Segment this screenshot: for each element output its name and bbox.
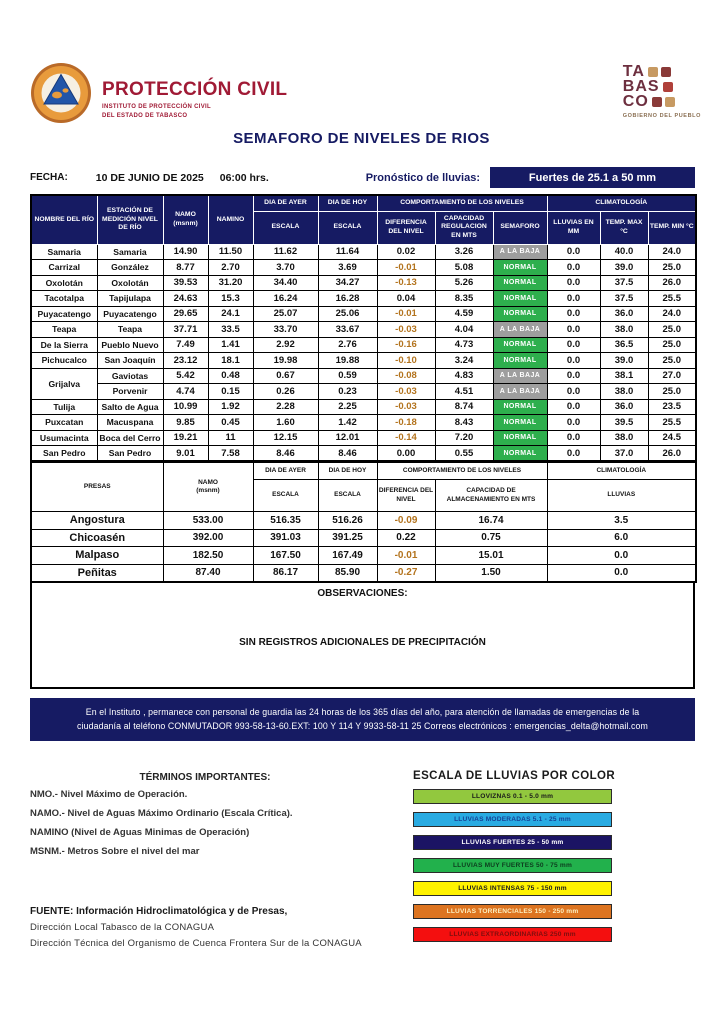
cell-namino: 7.58 xyxy=(208,446,253,462)
cell-temp-max: 37.0 xyxy=(600,446,648,462)
river-row xyxy=(31,353,696,369)
cell-diferencia: -0.03 xyxy=(377,322,435,338)
cell-temp-max: 36.5 xyxy=(600,337,648,353)
cell-lluvias: 0.0 xyxy=(547,430,600,446)
cell-presa-ayer: 167.50 xyxy=(253,547,318,565)
cell-semaforo-badge: A LA BAJA xyxy=(493,244,547,260)
cell-river-name: Tulija xyxy=(31,399,97,415)
river-row xyxy=(31,368,696,384)
col-header-capacidad: CAPACIDAD REGULACION EN MTS xyxy=(435,211,493,244)
cell-hoy: 34.27 xyxy=(318,275,377,291)
group-header-presas-ayer: DIA DE AYER xyxy=(253,463,318,480)
cell-presa-name: Chicoasén xyxy=(31,529,163,547)
cell-diferencia: -0.01 xyxy=(377,260,435,276)
rain-scale-title: ESCALA DE LLUVIAS POR COLOR xyxy=(413,770,616,782)
tabasco-line-1: TA xyxy=(622,63,645,80)
cell-temp-max: 39.5 xyxy=(600,415,648,431)
river-row xyxy=(31,384,696,400)
river-row xyxy=(31,430,696,446)
cell-semaforo-badge: NORMAL xyxy=(493,260,547,276)
group-header-hoy: DIA DE HOY xyxy=(318,195,377,211)
cell-river-name: Pichucalco xyxy=(31,353,97,369)
cell-namo: 29.65 xyxy=(163,306,208,322)
cell-hoy: 8.46 xyxy=(318,446,377,462)
cell-station-name: Macuspana xyxy=(97,415,163,431)
col-header-presas-lluvias: LLUVIAS xyxy=(547,480,696,512)
cell-temp-min: 25.0 xyxy=(648,384,696,400)
cell-lluvias: 0.0 xyxy=(547,399,600,415)
cell-temp-min: 26.0 xyxy=(648,275,696,291)
col-header-rio: NOMBRE DEL RÍO xyxy=(31,195,97,244)
cell-diferencia: -0.01 xyxy=(377,306,435,322)
cell-lluvias: 0.0 xyxy=(547,291,600,307)
cell-lluvias: 0.0 xyxy=(547,306,600,322)
cell-presa-diferencia: 0.22 xyxy=(377,529,435,547)
cell-semaforo-badge: A LA BAJA xyxy=(493,384,547,400)
cell-station-name: Gaviotas xyxy=(97,368,163,384)
cell-station-name: Puyacatengo xyxy=(97,306,163,322)
fuente-title: FUENTE: Información Hidroclimatológica y de Presas, xyxy=(30,906,288,917)
org-subtitle-line1: INSTITUTO DE PROTECCIÓN CIVIL xyxy=(102,104,211,111)
cell-river-name: Tacotalpa xyxy=(31,291,97,307)
river-row xyxy=(31,399,696,415)
cell-station-name: Samaria xyxy=(97,244,163,260)
cell-semaforo-badge: NORMAL xyxy=(493,415,547,431)
cell-hoy: 2.76 xyxy=(318,337,377,353)
tabasco-glyph-icon xyxy=(663,82,673,92)
river-row xyxy=(31,275,696,291)
termino-item: NMO.- Nivel Máximo de Operación. xyxy=(30,789,188,800)
col-header-semaforo: SEMAFORO xyxy=(493,211,547,244)
fuente-line-1: Dirección Local Tabasco de la CONAGUA xyxy=(30,922,215,933)
termino-item: MSNM.- Metros Sobre el nivel del mar xyxy=(30,846,200,857)
cell-temp-min: 25.0 xyxy=(648,353,696,369)
cell-presa-namo: 533.00 xyxy=(163,512,253,530)
col-header-presas-diferencia: DIFERENCIA DEL NIVEL xyxy=(377,480,435,512)
col-header-escala-ayer: ESCALA xyxy=(253,211,318,244)
fecha-value: 10 DE JUNIO DE 2025 xyxy=(95,171,204,184)
cell-hoy: 16.28 xyxy=(318,291,377,307)
cell-temp-max: 39.0 xyxy=(600,353,648,369)
cell-semaforo-badge: A LA BAJA xyxy=(493,322,547,338)
cell-capacidad: 4.51 xyxy=(435,384,493,400)
observaciones-text: SIN REGISTROS ADICIONALES DE PRECIPITACIÓN xyxy=(239,636,486,648)
cell-capacidad: 3.24 xyxy=(435,353,493,369)
cell-presa-name: Malpaso xyxy=(31,547,163,565)
cell-temp-min: 25.5 xyxy=(648,415,696,431)
cell-temp-min: 27.0 xyxy=(648,368,696,384)
rain-scale-bar: LLUVIAS EXTRAORDINARIAS 250 mm xyxy=(413,927,612,942)
cell-station-name: Teapa xyxy=(97,322,163,338)
cell-semaforo-badge: NORMAL xyxy=(493,446,547,462)
group-header-comportamiento: COMPORTAMIENTO DE LOS NIVELES xyxy=(377,195,547,211)
cell-namo: 10.99 xyxy=(163,399,208,415)
cell-namino: 11 xyxy=(208,430,253,446)
cell-river-name: Puxcatan xyxy=(31,415,97,431)
cell-temp-min: 24.0 xyxy=(648,244,696,260)
cell-ayer: 1.60 xyxy=(253,415,318,431)
cell-presa-diferencia: -0.09 xyxy=(377,512,435,530)
cell-namino: 0.48 xyxy=(208,368,253,384)
terminos-title: TÉRMINOS IMPORTANTES: xyxy=(139,772,271,783)
cell-semaforo-badge: A LA BAJA xyxy=(493,368,547,384)
cell-capacidad: 5.26 xyxy=(435,275,493,291)
cell-presa-namo: 182.50 xyxy=(163,547,253,565)
cell-hoy: 19.88 xyxy=(318,353,377,369)
cell-presa-namo: 392.00 xyxy=(163,529,253,547)
org-name: PROTECCIÓN CIVIL xyxy=(102,79,288,101)
cell-namo: 4.74 xyxy=(163,384,208,400)
cell-lluvias: 0.0 xyxy=(547,384,600,400)
tabasco-logo xyxy=(623,62,701,119)
cell-presa-name: Angostura xyxy=(31,512,163,530)
cell-namino: 31.20 xyxy=(208,275,253,291)
rain-scale-bar: LLUVIAS MODERADAS 5.1 - 25 mm xyxy=(413,812,612,827)
cell-presa-capacidad: 15.01 xyxy=(435,547,547,565)
cell-presa-diferencia: -0.01 xyxy=(377,547,435,565)
cell-lluvias: 0.0 xyxy=(547,244,600,260)
cell-temp-min: 25.0 xyxy=(648,260,696,276)
river-row xyxy=(31,322,696,338)
cell-river-name: San Pedro xyxy=(31,446,97,462)
cell-semaforo-badge: NORMAL xyxy=(493,430,547,446)
info-bar xyxy=(30,167,695,188)
tabasco-subtitle: GOBIERNO DEL PUEBLO xyxy=(622,112,701,119)
cell-lluvias: 0.0 xyxy=(547,368,600,384)
tabasco-glyph-icon xyxy=(661,67,671,77)
cell-presa-hoy: 516.26 xyxy=(318,512,377,530)
cell-ayer: 33.70 xyxy=(253,322,318,338)
cell-namino: 0.45 xyxy=(208,415,253,431)
presa-row xyxy=(31,547,696,565)
cell-river-name: Carrizal xyxy=(31,260,97,276)
cell-temp-max: 36.0 xyxy=(600,306,648,322)
col-header-presas-capacidad: CAPACIDAD DE ALMACENAMIENTO EN MTS xyxy=(435,480,547,512)
cell-namino: 33.5 xyxy=(208,322,253,338)
cell-hoy: 25.06 xyxy=(318,306,377,322)
presas-tbody xyxy=(31,512,696,582)
cell-namo: 23.12 xyxy=(163,353,208,369)
org-subtitle xyxy=(102,103,287,120)
col-header-diferencia: DIFERENCIA DEL NIVEL xyxy=(377,211,435,244)
cell-diferencia: 0.04 xyxy=(377,291,435,307)
cell-temp-max: 39.0 xyxy=(600,260,648,276)
cell-river-name: Teapa xyxy=(31,322,97,338)
cell-hoy: 0.23 xyxy=(318,384,377,400)
group-header-presas-climatologia: CLIMATOLOGÍA xyxy=(547,463,696,480)
cell-ayer: 25.07 xyxy=(253,306,318,322)
cell-capacidad: 4.04 xyxy=(435,322,493,338)
cell-diferencia: -0.08 xyxy=(377,368,435,384)
col-header-presas-namo: NAMO (msnm) xyxy=(163,463,253,512)
cell-ayer: 16.24 xyxy=(253,291,318,307)
cell-diferencia: -0.13 xyxy=(377,275,435,291)
cell-namo: 39.53 xyxy=(163,275,208,291)
col-header-presas-escala-hoy: ESCALA xyxy=(318,480,377,512)
cell-hoy: 0.59 xyxy=(318,368,377,384)
rivers-table xyxy=(30,194,697,462)
cell-temp-max: 38.0 xyxy=(600,384,648,400)
col-header-lluvias: LLUVIAS EN MM xyxy=(547,211,600,244)
cell-temp-min: 25.0 xyxy=(648,322,696,338)
cell-temp-min: 24.0 xyxy=(648,306,696,322)
cell-ayer: 34.40 xyxy=(253,275,318,291)
cell-presa-ayer: 86.17 xyxy=(253,564,318,582)
termino-item: NAMINO (Nivel de Aguas Minimas de Operación) xyxy=(30,827,250,838)
pronostico-label: Pronóstico de lluvias: xyxy=(365,171,480,184)
cell-diferencia: -0.14 xyxy=(377,430,435,446)
presa-row xyxy=(31,529,696,547)
cell-ayer: 19.98 xyxy=(253,353,318,369)
cell-temp-max: 37.5 xyxy=(600,291,648,307)
group-header-presas-hoy: DIA DE HOY xyxy=(318,463,377,480)
cell-namino: 11.50 xyxy=(208,244,253,260)
tabasco-line-2: BAS xyxy=(622,78,660,96)
cell-ayer: 3.70 xyxy=(253,260,318,276)
cell-namino: 15.3 xyxy=(208,291,253,307)
cell-capacidad: 8.35 xyxy=(435,291,493,307)
fuente-line-2: Dirección Técnica del Organismo de Cuenca Frontera Sur de la CONAGUA xyxy=(30,938,362,949)
presas-table-header xyxy=(31,463,696,512)
cell-capacidad: 0.55 xyxy=(435,446,493,462)
rain-scale-bar: LLUVIAS TORRENCIALES 150 - 250 mm xyxy=(413,904,612,919)
cell-capacidad: 7.20 xyxy=(435,430,493,446)
cell-temp-max: 40.0 xyxy=(600,244,648,260)
cell-lluvias: 0.0 xyxy=(547,275,600,291)
pronostico-badge: Fuertes de 25.1 a 50 mm xyxy=(490,167,695,188)
group-header-climatologia: CLIMATOLOGÍA xyxy=(547,195,696,211)
cell-temp-max: 38.0 xyxy=(600,430,648,446)
col-header-presas-escala-ayer: ESCALA xyxy=(253,480,318,512)
org-subtitle-line2: DEL ESTADO DE TABASCO xyxy=(102,113,188,119)
cell-river-name: Samaria xyxy=(31,244,97,260)
cell-hoy: 11.64 xyxy=(318,244,377,260)
col-header-presas: PRESAS xyxy=(31,463,163,512)
cell-ayer: 0.67 xyxy=(253,368,318,384)
cell-presa-namo: 87.40 xyxy=(163,564,253,582)
rivers-table-header xyxy=(31,195,696,244)
cell-hoy: 33.67 xyxy=(318,322,377,338)
cell-station-name: Tapijulapa xyxy=(97,291,163,307)
cell-capacidad: 8.43 xyxy=(435,415,493,431)
cell-river-name: Oxolotán xyxy=(31,275,97,291)
cell-diferencia: -0.03 xyxy=(377,384,435,400)
cell-station-name: Porvenir xyxy=(97,384,163,400)
cell-namino: 24.1 xyxy=(208,306,253,322)
river-row xyxy=(31,260,696,276)
cell-temp-max: 38.0 xyxy=(600,322,648,338)
cell-station-name: Pueblo Nuevo xyxy=(97,337,163,353)
cell-diferencia: 0.02 xyxy=(377,244,435,260)
cell-ayer: 11.62 xyxy=(253,244,318,260)
cell-namo: 19.21 xyxy=(163,430,208,446)
cell-river-name: Grijalva xyxy=(31,368,97,399)
col-header-namino: NAMINO xyxy=(208,195,253,244)
cell-namino: 2.70 xyxy=(208,260,253,276)
cell-presa-lluvias: 0.0 xyxy=(547,564,696,582)
cell-temp-min: 23.5 xyxy=(648,399,696,415)
river-row xyxy=(31,415,696,431)
cell-temp-max: 37.5 xyxy=(600,275,648,291)
fuente-section xyxy=(30,906,510,954)
terminos-section xyxy=(30,772,380,865)
cell-river-name: De la Sierra xyxy=(31,337,97,353)
observaciones-title: OBSERVACIONES: xyxy=(317,587,408,599)
cell-temp-max: 38.1 xyxy=(600,368,648,384)
cell-presa-hoy: 167.49 xyxy=(318,547,377,565)
cell-capacidad: 4.59 xyxy=(435,306,493,322)
page-title: SEMAFORO DE NIVELES DE RIOS xyxy=(233,130,490,147)
cell-lluvias: 0.0 xyxy=(547,415,600,431)
cell-hoy: 12.01 xyxy=(318,430,377,446)
col-header-temp-max: TEMP. MAX °C xyxy=(600,211,648,244)
cell-temp-max: 36.0 xyxy=(600,399,648,415)
cell-temp-min: 25.5 xyxy=(648,291,696,307)
contact-line-1: En el Instituto , permanece con personal de guardia las 24 horas de los 365 días del año, para atención de llamadas de emergencias de la xyxy=(85,706,640,717)
cell-semaforo-badge: NORMAL xyxy=(493,291,547,307)
cell-capacidad: 3.26 xyxy=(435,244,493,260)
cell-river-name: Puyacatengo xyxy=(31,306,97,322)
hora-value: 06:00 hrs. xyxy=(219,171,269,184)
cell-diferencia: 0.00 xyxy=(377,446,435,462)
cell-namino: 1.92 xyxy=(208,399,253,415)
cell-ayer: 2.92 xyxy=(253,337,318,353)
river-row xyxy=(31,446,696,462)
rivers-tbody xyxy=(31,244,696,461)
cell-ayer: 2.28 xyxy=(253,399,318,415)
cell-lluvias: 0.0 xyxy=(547,322,600,338)
proteccion-civil-emblem-icon xyxy=(30,62,92,124)
tabasco-wordmark xyxy=(623,64,701,110)
cell-presa-diferencia: -0.27 xyxy=(377,564,435,582)
col-header-namo: NAMO (msnm) xyxy=(163,195,208,244)
cell-namo: 5.42 xyxy=(163,368,208,384)
cell-station-name: González xyxy=(97,260,163,276)
cell-capacidad: 8.74 xyxy=(435,399,493,415)
cell-presa-ayer: 516.35 xyxy=(253,512,318,530)
observaciones-box xyxy=(30,583,695,689)
cell-presa-capacidad: 1.50 xyxy=(435,564,547,582)
rain-scale-bar: LLOVIZNAS 0.1 - 5.0 mm xyxy=(413,789,612,804)
cell-presa-capacidad: 16.74 xyxy=(435,512,547,530)
contact-line-2: ciudadanía al teléfono CONMUTADOR 993-58-13-60.EXT: 100 Y 114 Y 9933-58-11 25 Correos electrónicos : emergencias_delta@hotmail.com xyxy=(77,721,648,731)
cell-hoy: 2.25 xyxy=(318,399,377,415)
cell-diferencia: -0.16 xyxy=(377,337,435,353)
river-row xyxy=(31,306,696,322)
cell-capacidad: 4.73 xyxy=(435,337,493,353)
header xyxy=(30,62,701,124)
presa-row xyxy=(31,564,696,582)
cell-presa-capacidad: 0.75 xyxy=(435,529,547,547)
cell-ayer: 12.15 xyxy=(253,430,318,446)
cell-ayer: 0.26 xyxy=(253,384,318,400)
cell-temp-min: 25.0 xyxy=(648,337,696,353)
cell-presa-lluvias: 3.5 xyxy=(547,512,696,530)
proteccion-civil-logo xyxy=(30,62,287,124)
cell-semaforo-badge: NORMAL xyxy=(493,399,547,415)
cell-capacidad: 4.83 xyxy=(435,368,493,384)
cell-namino: 1.41 xyxy=(208,337,253,353)
presas-table xyxy=(30,462,697,583)
cell-namo: 24.63 xyxy=(163,291,208,307)
emergency-contact-band xyxy=(30,698,695,741)
cell-semaforo-badge: NORMAL xyxy=(493,337,547,353)
cell-namo: 9.85 xyxy=(163,415,208,431)
tabasco-glyph-icon xyxy=(665,97,675,107)
cell-presa-hoy: 391.25 xyxy=(318,529,377,547)
tabasco-glyph-icon xyxy=(652,97,662,107)
cell-station-name: Boca del Cerro xyxy=(97,430,163,446)
cell-namo: 37.71 xyxy=(163,322,208,338)
cell-namino: 0.15 xyxy=(208,384,253,400)
cell-lluvias: 0.0 xyxy=(547,260,600,276)
cell-namo: 7.49 xyxy=(163,337,208,353)
cell-hoy: 3.69 xyxy=(318,260,377,276)
cell-diferencia: -0.18 xyxy=(377,415,435,431)
cell-presa-lluvias: 0.0 xyxy=(547,547,696,565)
cell-river-name: Usumacinta xyxy=(31,430,97,446)
rain-scale-bar: LLUVIAS MUY FUERTES 50 - 75 mm xyxy=(413,858,612,873)
cell-capacidad: 5.08 xyxy=(435,260,493,276)
tabasco-line-3: CO xyxy=(622,93,649,111)
cell-diferencia: -0.03 xyxy=(377,399,435,415)
cell-diferencia: -0.10 xyxy=(377,353,435,369)
cell-presa-hoy: 85.90 xyxy=(318,564,377,582)
cell-namo: 14.90 xyxy=(163,244,208,260)
cell-lluvias: 0.0 xyxy=(547,353,600,369)
cell-station-name: Oxolotán xyxy=(97,275,163,291)
col-header-escala-hoy: ESCALA xyxy=(318,211,377,244)
cell-temp-min: 26.0 xyxy=(648,446,696,462)
cell-presa-name: Peñitas xyxy=(31,564,163,582)
cell-lluvias: 0.0 xyxy=(547,337,600,353)
cell-station-name: San Pedro xyxy=(97,446,163,462)
proteccion-civil-text xyxy=(102,65,287,120)
termino-item: NAMO.- Nivel de Aguas Máximo Ordinario (Escala Crítica). xyxy=(30,808,293,819)
tabasco-glyph-icon xyxy=(648,67,658,77)
col-header-estacion: ESTACIÓN DE MEDICIÓN NIVEL DE RÍO xyxy=(97,195,163,244)
cell-semaforo-badge: NORMAL xyxy=(493,306,547,322)
cell-station-name: Salto de Agua xyxy=(97,399,163,415)
cell-ayer: 8.46 xyxy=(253,446,318,462)
cell-namo: 9.01 xyxy=(163,446,208,462)
presa-row xyxy=(31,512,696,530)
cell-temp-min: 24.5 xyxy=(648,430,696,446)
cell-semaforo-badge: NORMAL xyxy=(493,353,547,369)
cell-namo: 8.77 xyxy=(163,260,208,276)
rain-scale-bar: LLUVIAS INTENSAS 75 - 150 mm xyxy=(413,881,612,896)
group-header-ayer: DIA DE AYER xyxy=(253,195,318,211)
cell-station-name: San Joaquín xyxy=(97,353,163,369)
group-header-presas-comportamiento: COMPORTAMIENTO DE LOS NIVELES xyxy=(377,463,547,480)
cell-semaforo-badge: NORMAL xyxy=(493,275,547,291)
rain-scale-bar: LLUVIAS FUERTES 25 - 50 mm xyxy=(413,835,612,850)
cell-hoy: 1.42 xyxy=(318,415,377,431)
cell-namino: 18.1 xyxy=(208,353,253,369)
cell-presa-ayer: 391.03 xyxy=(253,529,318,547)
cell-presa-lluvias: 6.0 xyxy=(547,529,696,547)
fecha-label: FECHA: xyxy=(30,172,68,183)
river-row xyxy=(31,244,696,260)
tables-section xyxy=(30,194,695,741)
river-row xyxy=(31,337,696,353)
cell-lluvias: 0.0 xyxy=(547,446,600,462)
col-header-temp-min: TEMP. MIN °C xyxy=(648,211,696,244)
river-row xyxy=(31,291,696,307)
